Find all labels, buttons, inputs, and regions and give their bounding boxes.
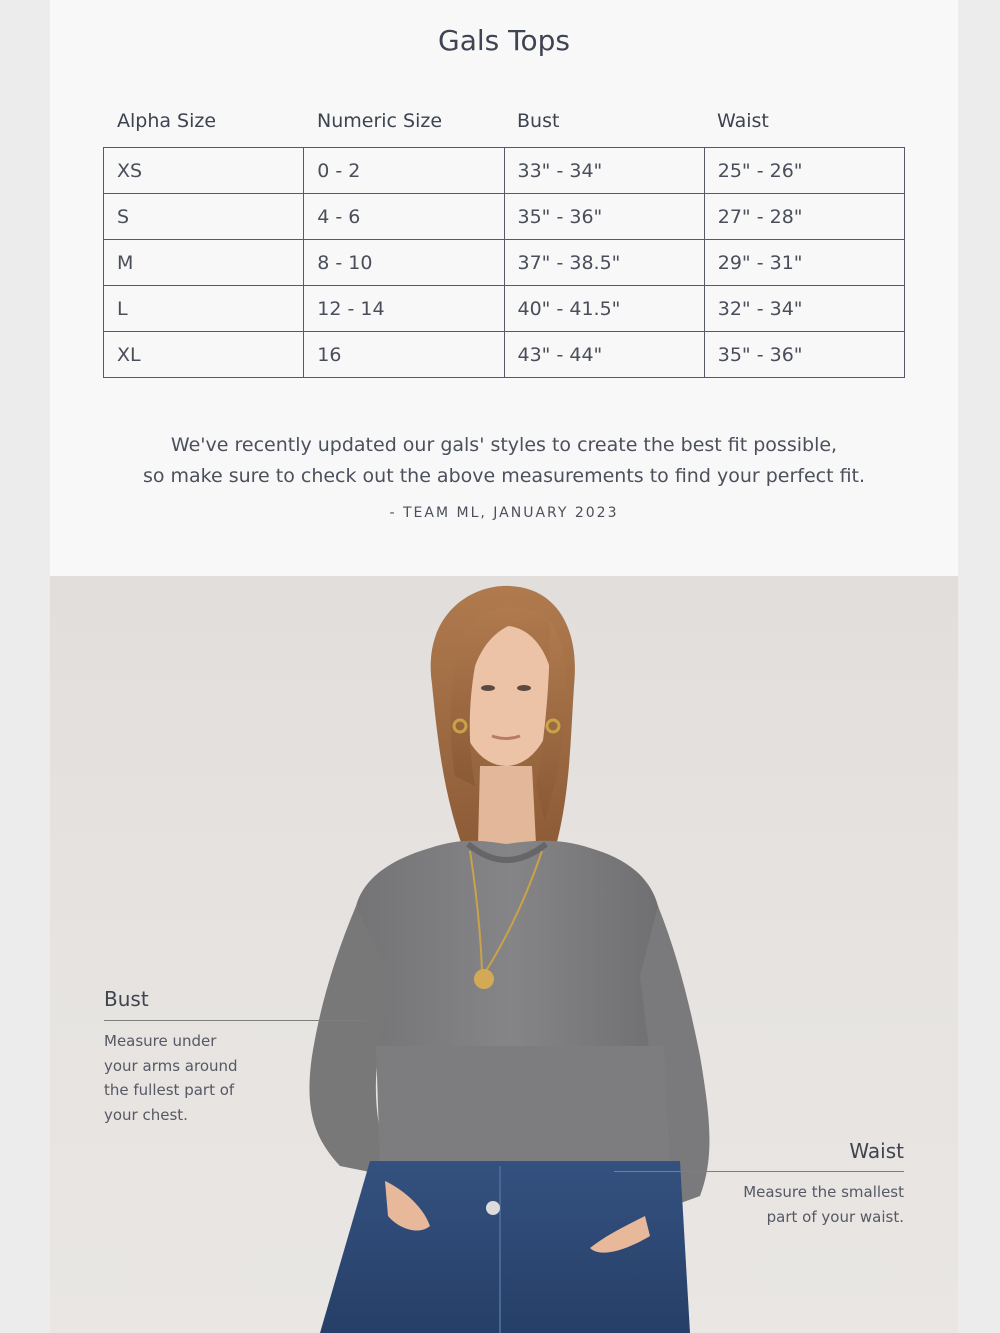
bust-callout-title: Bust: [104, 987, 149, 1011]
table-cell-waist: 29" - 31": [704, 240, 904, 286]
bust-text-line: the fullest part of: [104, 1081, 235, 1099]
fit-update-note: [50, 430, 958, 492]
bust-text-line: your chest.: [104, 1105, 188, 1124]
waist-text-line: Measure the smallest: [743, 1183, 904, 1201]
note-signature: - TEAM ML, JANUARY 2023: [389, 505, 619, 521]
column-header-numeric-size: Numeric Size: [317, 110, 443, 132]
table-cell-bust: 43" - 44": [504, 332, 704, 378]
table-cell-bust: 37" - 38.5": [504, 240, 704, 286]
column-header-alpha-size: Alpha Size: [117, 110, 217, 132]
table-cell-bust: 33" - 34": [504, 148, 704, 194]
table-cell-numeric: 16: [304, 332, 504, 378]
table-row: [104, 332, 905, 378]
table-cell-waist: 27" - 28": [704, 194, 904, 240]
table-cell-numeric: 4 - 6: [304, 194, 504, 240]
table-row: [104, 286, 905, 332]
size-chart-section: [50, 0, 958, 576]
table-cell-numeric: 0 - 2: [304, 148, 504, 194]
page-title: Gals Tops: [438, 24, 570, 57]
model-photo: [50, 576, 958, 1333]
column-header-bust: Bust: [517, 110, 560, 132]
table-row: [104, 148, 905, 194]
table-cell-waist: 35" - 36": [704, 332, 904, 378]
waist-callout-title: Waist: [849, 1139, 904, 1163]
waist-callout-line: [614, 1171, 904, 1172]
size-guide-page: [50, 0, 958, 1333]
table-cell-waist: 25" - 26": [704, 148, 904, 194]
table-cell-alpha: XS: [104, 148, 304, 194]
waist-callout-text: [743, 1180, 904, 1229]
waist-text-line: part of your waist.: [766, 1207, 904, 1226]
table-cell-bust: 40" - 41.5": [504, 286, 704, 332]
table-row: [104, 240, 905, 286]
table-cell-alpha: M: [104, 240, 304, 286]
table-cell-alpha: L: [104, 286, 304, 332]
size-table: [103, 147, 905, 378]
note-line: so make sure to check out the above measurements to find your perfect fit.: [142, 465, 866, 487]
table-cell-alpha: XL: [104, 332, 304, 378]
table-cell-alpha: S: [104, 194, 304, 240]
column-header-waist: Waist: [717, 110, 769, 132]
table-cell-bust: 35" - 36": [504, 194, 704, 240]
table-cell-numeric: 12 - 14: [304, 286, 504, 332]
bust-text-line: your arms around: [104, 1056, 238, 1075]
table-row: [104, 194, 905, 240]
bust-callout-line: [104, 1020, 366, 1021]
bust-text-line: Measure under: [104, 1032, 217, 1050]
note-line: We've recently updated our gals' styles to create the best fit possible,: [170, 434, 838, 456]
table-cell-numeric: 8 - 10: [304, 240, 504, 286]
bust-callout-text: [104, 1029, 238, 1127]
table-cell-waist: 32" - 34": [704, 286, 904, 332]
